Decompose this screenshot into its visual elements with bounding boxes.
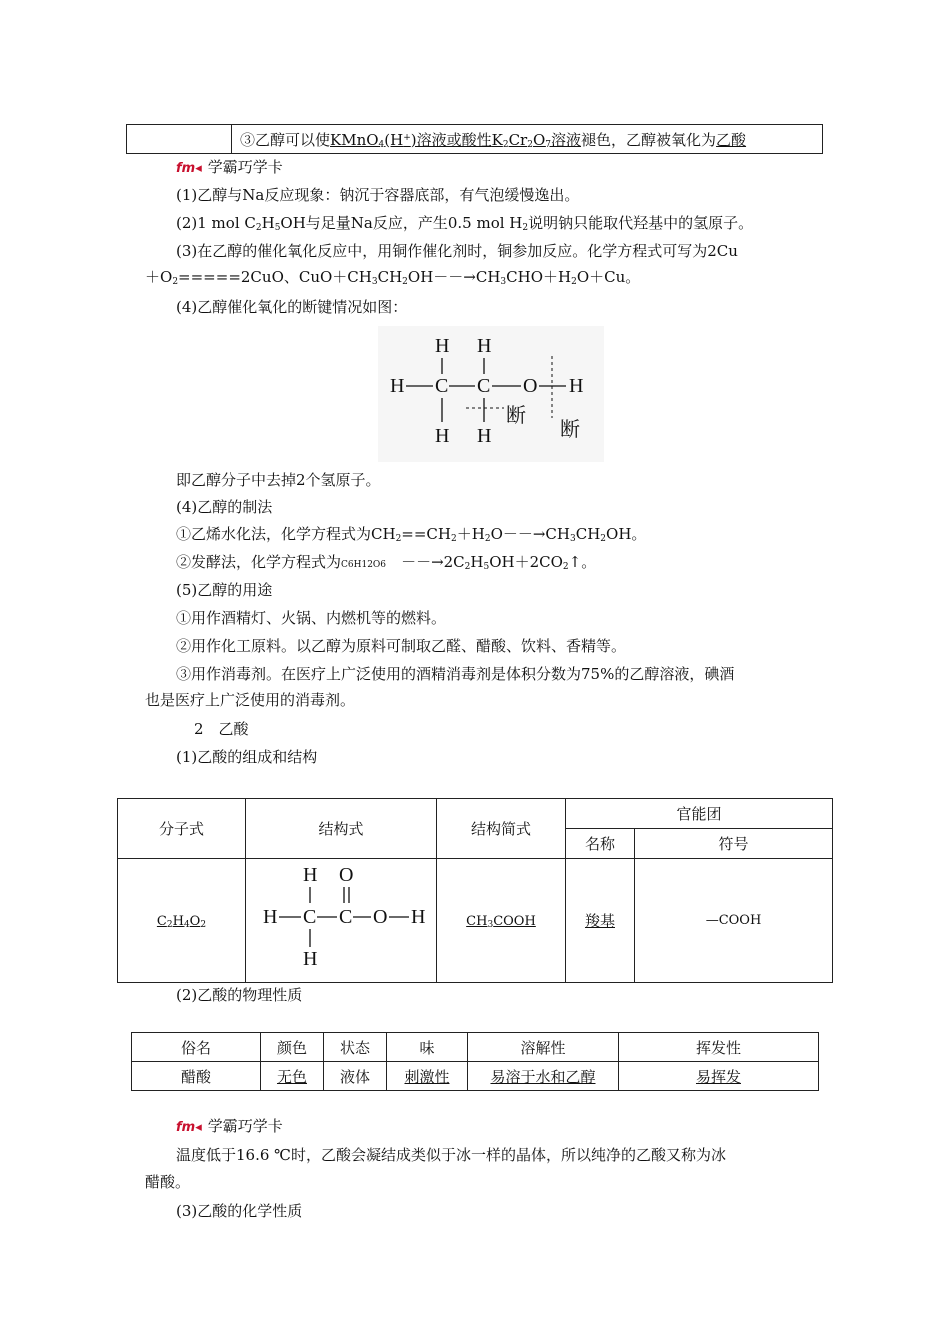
h-right: H xyxy=(569,375,584,397)
para-2: (2)1 mol $C_2H_5OH$与足量Na反应，产生0.5 mol $H_2$说明钠只能取代羟基中的氢原子。 xyxy=(176,214,754,233)
th-name: 名称 xyxy=(566,829,635,859)
phys-value-2: 液体 xyxy=(324,1062,387,1091)
section-heading-acetic: 2 乙酸 xyxy=(194,720,249,738)
card-title-2: 学霸巧学卡 xyxy=(207,1117,283,1135)
top-table-fragment xyxy=(126,124,823,154)
th-symbol: 符号 xyxy=(635,829,833,859)
aa-h-bottom: H xyxy=(303,947,318,970)
card-badge-icon-2: fm◂ xyxy=(176,1120,202,1135)
aa-h-left: H xyxy=(263,905,278,928)
phys-value-5: 易挥发 xyxy=(619,1062,819,1091)
th-simple: 结构简式 xyxy=(437,799,566,859)
phys-value-4: 易溶于水和乙醇 xyxy=(468,1062,619,1091)
h-bottom-1: H xyxy=(435,425,450,447)
kmno4-text: KMnO$_4$(H+)溶液或酸性 xyxy=(330,130,492,150)
para-14: (1)乙酸的组成和结构 xyxy=(176,748,318,766)
ethanol-bond-diagram xyxy=(378,326,604,462)
top-content-cell xyxy=(232,125,823,154)
cell-formula: $C_2H_4O_2$ xyxy=(118,859,246,983)
card-heading-1 xyxy=(176,157,283,179)
h-top-2: H xyxy=(477,335,492,357)
para-3-cont: $+O_2=====2CuO$、$CuO+CH_3CH_2OH--\to CH_3CHO+H_2O+Cu$。 xyxy=(145,268,641,287)
para-9: (5)乙醇的用途 xyxy=(176,581,273,599)
para-1: (1)乙醇与Na反应现象：钠沉于容器底部，有气泡缓慢逸出。 xyxy=(176,186,580,204)
acetic-acid-answer: 乙酸 xyxy=(716,130,747,149)
o-atom: O xyxy=(523,375,538,397)
para-12: ③用作消毒剂。在医疗上广泛使用的酒精消毒剂是体积分数为75%的乙醇溶液，碘酒 xyxy=(176,665,735,683)
h-bottom-2: H xyxy=(477,425,492,447)
aa-o-top: O xyxy=(339,863,354,886)
phys-value-0: 醋酸 xyxy=(132,1062,261,1091)
para-7: ①乙烯水化法，化学方程式为$CH_2==CH_2+H_2O--\to CH_3CH_2OH$。 xyxy=(176,525,647,544)
c-1: C xyxy=(435,375,449,397)
aa-o-mid: O xyxy=(373,905,388,928)
para-3: (3)在乙醇的催化氧化反应中，用铜作催化剂时，铜参加反应。化学方程式可写为2Cu xyxy=(176,242,738,260)
top-empty-cell xyxy=(127,125,232,154)
aa-h-top: H xyxy=(303,863,318,886)
th-struct: 结构式 xyxy=(246,799,437,859)
phys-header-1: 颜色 xyxy=(261,1033,324,1062)
c-2: C xyxy=(477,375,491,397)
cell-simple: $CH_3COOH$ xyxy=(437,859,566,983)
para-8: ②发酵法，化学方程式为C6H12O6 $--\to 2C_2H_5OH+2CO_2↑$。 xyxy=(176,553,597,572)
para-6: (4)乙醇的制法 xyxy=(176,498,273,516)
top-row-middle: 褪色，乙醇被氧化为 xyxy=(581,130,717,149)
break-label-2: 断 xyxy=(560,419,580,441)
para-15: (2)乙酸的物理性质 xyxy=(176,986,303,1004)
para-17: (3)乙酸的化学性质 xyxy=(176,1202,303,1220)
acetic-physical-table xyxy=(131,1032,819,1091)
top-row-prefix: ③乙醇可以使 xyxy=(240,130,331,149)
aa-h-right: H xyxy=(411,905,426,928)
phys-header-3: 味 xyxy=(387,1033,468,1062)
phys-value-3: 刺激性 xyxy=(387,1062,468,1091)
para-16: 温度低于16.6 ℃时，乙酸会凝结成类似于冰一样的晶体，所以纯净的乙酸又称为冰 xyxy=(176,1146,726,1164)
para-12-cont: 也是医疗上广泛使用的消毒剂。 xyxy=(145,691,356,709)
aa-c-1: C xyxy=(303,905,317,928)
phys-value-1: 无色 xyxy=(261,1062,324,1091)
th-group: 官能团 xyxy=(566,799,833,829)
para-5: 即乙醇分子中去掉2个氢原子。 xyxy=(176,471,381,489)
cell-name: 羧基 xyxy=(566,859,635,983)
phys-header-2: 状态 xyxy=(324,1033,387,1062)
card-title-1: 学霸巧学卡 xyxy=(207,158,283,176)
phys-header-0: 俗名 xyxy=(132,1033,261,1062)
para-4: (4)乙醇催化氧化的断键情况如图： xyxy=(176,298,408,316)
acetic-structure-table xyxy=(117,798,833,983)
h-top-1: H xyxy=(435,335,450,357)
card-heading-2 xyxy=(176,1116,283,1138)
para-11: ②用作化工原料。以乙醇为原料可制取乙醛、醋酸、饮料、香精等。 xyxy=(176,637,627,655)
phys-header-4: 溶解性 xyxy=(468,1033,619,1062)
k2cr2o7-text: $K_2Cr_2O_7$溶液 xyxy=(491,130,582,150)
h-left: H xyxy=(390,375,405,397)
cell-structure xyxy=(246,859,437,983)
card-badge-icon: fm◂ xyxy=(176,161,202,176)
th-formula: 分子式 xyxy=(118,799,246,859)
break-label-1: 断 xyxy=(506,405,526,427)
para-10: ①用作酒精灯、火锅、内燃机等的燃料。 xyxy=(176,609,447,627)
aa-c-2: C xyxy=(339,905,353,928)
acetic-acid-structure xyxy=(251,861,431,981)
para-16-cont: 醋酸。 xyxy=(145,1173,191,1191)
phys-header-5: 挥发性 xyxy=(619,1033,819,1062)
cell-symbol: —COOH xyxy=(635,859,833,983)
